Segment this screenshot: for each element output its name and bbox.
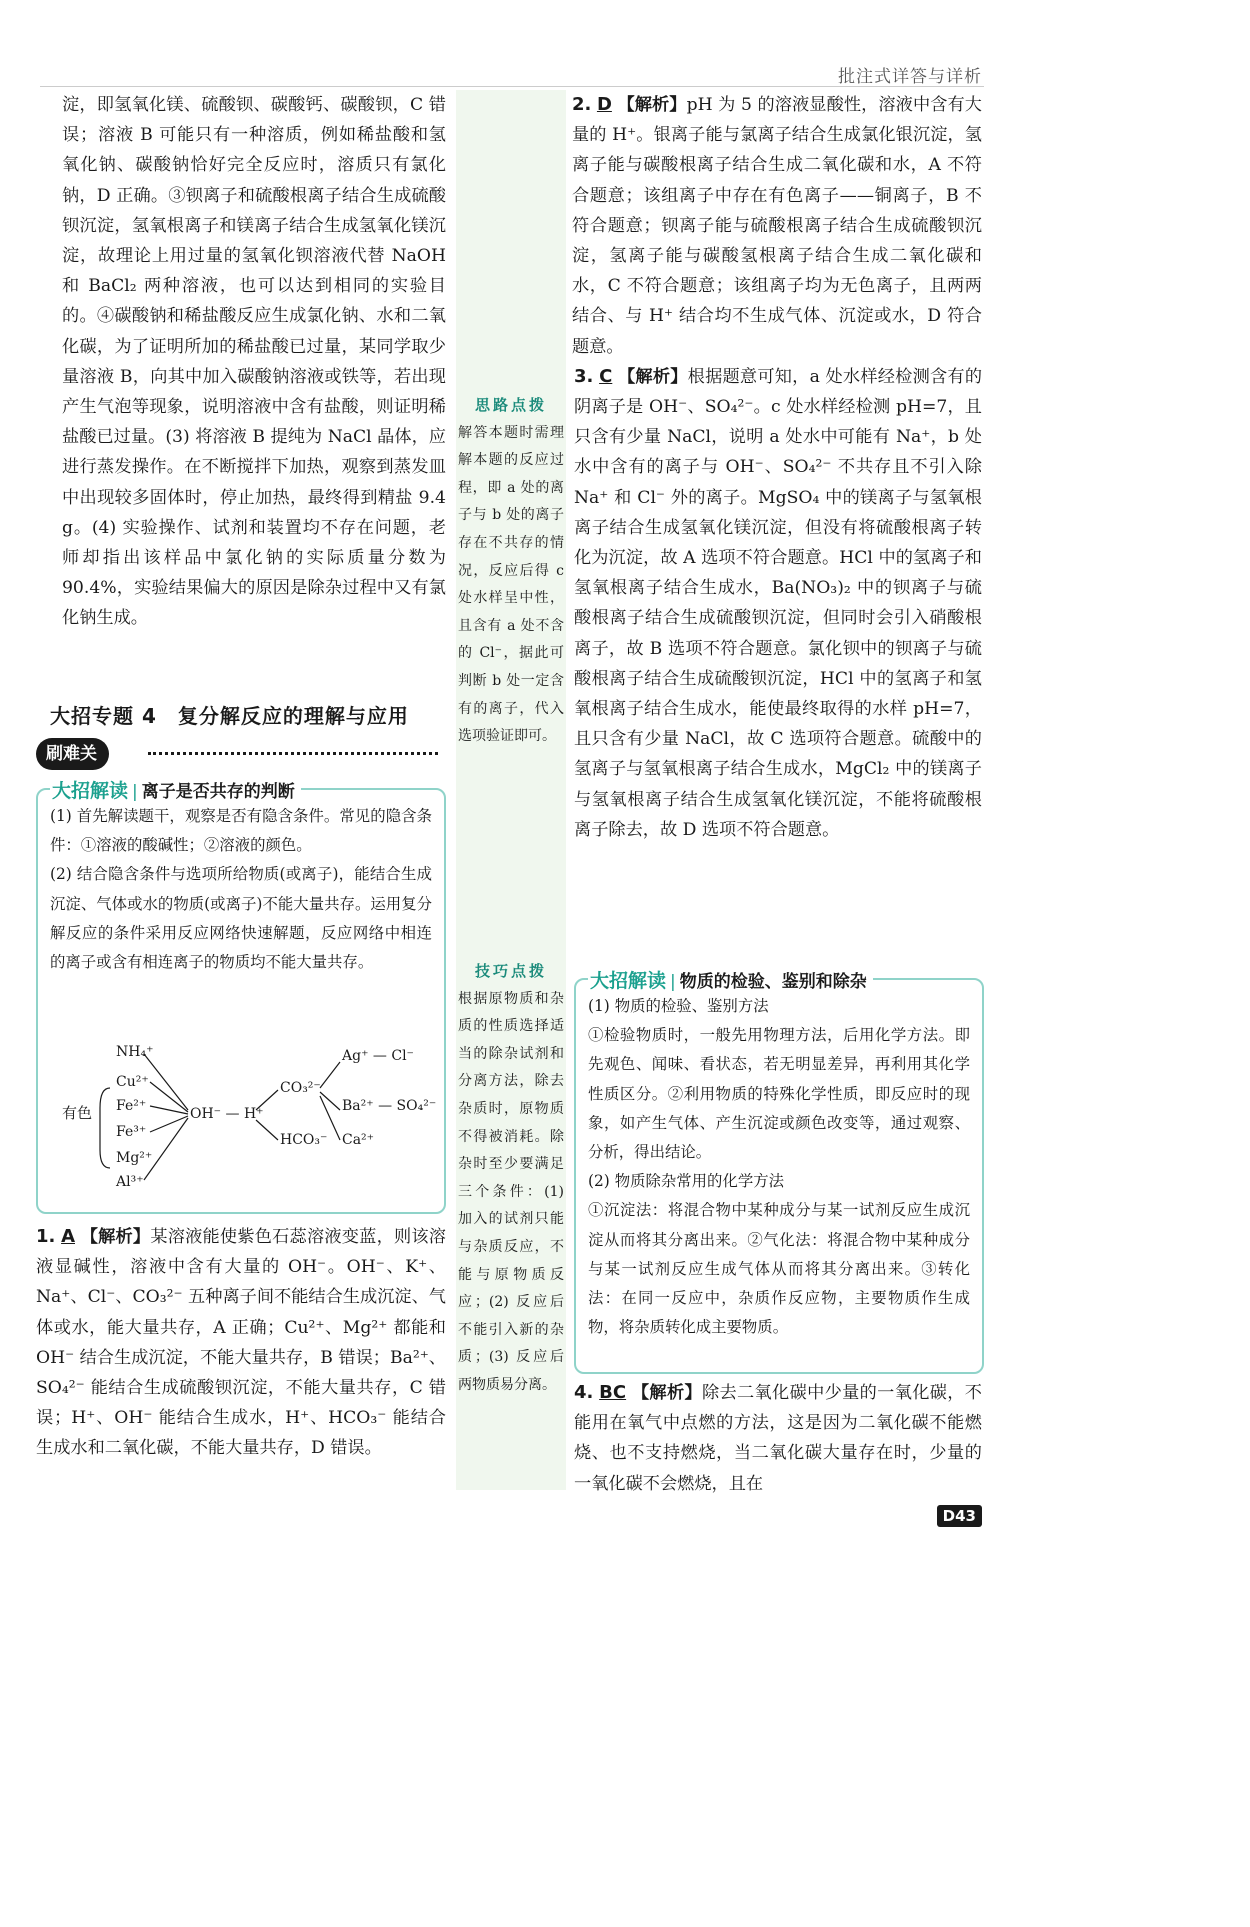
answer: C [599,365,613,387]
ion-label: Fe²⁺ [116,1098,147,1114]
ion-label: Al³⁺ [116,1174,144,1190]
tip-p3: (2) 物质除杂常用的化学方法 [588,1172,784,1191]
question-4 [574,1378,982,1499]
ion-label: Fe³⁺ [116,1124,147,1140]
margin-note-text: 解答本题时需理解本题的反应过程，即 a 处的离子与 b 处的离子存在不共存的情况，反应后得 c 处水样呈中性，且含有 a 处不含的 Cl⁻，据此可判断 b 处一定含有的离子，代入选项验证即可。 [458,424,564,745]
tip-p1: (1) 首先解读题干，观察是否有隐含条件。常见的隐含条件：①溶液的酸碱性；②溶液的颜色。 [50,807,432,855]
analysis-label: 【解析】 [631,1383,702,1403]
tip-box-body [50,802,432,977]
question-number: 2. [572,94,592,115]
header-rule [40,86,984,87]
badge-dotted-rule [148,752,438,755]
tip-p2: ①检验物质时，一般先用物理方法，后用化学方法。即先观色、闻味、看状态，若无明显差异，再利用其化学性质区分。②利用物质的特殊化学性质，即反应时的现象，如产生气体、产生沉淀或颜色改变等，通过观察、分析，得出结论。 [588,1026,970,1162]
tip-tag: 大招解读 [52,780,129,802]
question-number: 1. [36,1226,56,1247]
section-title: 大招专题 4 复分解反应的理解与应用 [50,704,409,728]
right-column [574,90,982,845]
question-number: 3. [574,365,594,387]
tip-p2: (2) 结合隐含条件与选项所给物质(或离子)，能结合生成沉淀、气体或水的物质(或离子)不能大量共存。运用复分解反应的条件采用反应网络快速解题，反应网络中相连的离子或含有相连离子的物质均不能大量共存。 [50,865,432,972]
tip-p1: (1) 物质的检验、鉴别方法 [588,997,769,1015]
analysis-text: 某溶液能使紫色石蕊溶液变蓝，则该溶液显碱性，溶液中含有大量的 OH⁻。OH⁻、K⁺、Na⁺、Cl⁻、CO₃²⁻ 五种离子间不能结合生成沉淀、气体或水，能大量共存，A 正确；Cu²⁺、Mg²⁺ 都能和 OH⁻ 结合生成沉淀，不能大量共存，B 错误；Ba²⁺、SO₄²⁻ 能结合生成硫酸钡沉淀，不能大量共存，C 错误；H⁺、OH⁻ 能结合生成水，H⁺、HCO₃⁻ 能结合生成水和二氧化碳，不能大量共存，D 错误。 [36,1227,446,1459]
answer: D [596,94,612,115]
tip-box-label: 大招解读 | 离子是否共存的判断 [50,776,301,803]
tip-box-body [588,992,970,1342]
page-number: D43 [937,1505,982,1527]
left-column [62,90,446,634]
analysis-label: 【解析】 [80,1227,151,1247]
ion-label: HCO₃⁻ [280,1132,328,1148]
page-header: 批注式详答与详析 [838,67,982,87]
margin-note-title: 思路点拨 [474,396,547,414]
ion-label: Cu²⁺ [116,1074,149,1090]
ion-pair: Ag⁺ — Cl⁻ [342,1048,414,1064]
ion-pair: Ca²⁺ [342,1132,375,1148]
tip-box-substance-testing [574,970,984,1374]
ion-label: CO₃²⁻ [280,1080,321,1096]
colored-ions-label: 有色 [62,1104,93,1122]
tip-box-label: 大招解读 | 物质的检验、鉴别和除杂 [588,966,873,993]
difficulty-badge [36,738,436,770]
tip-tag: 大招解读 [590,970,667,992]
ion-network-diagram [58,1040,438,1190]
analysis-text: pH 为 5 的溶液显酸性，溶液中含有大量的 H⁺。银离子能与氯离子结合生成氯化银沉淀，氢离子能与碳酸根离子结合生成二氧化碳和水，A 不符合题意；该组离子中存在有色离子——铜离子，B 不符合题意；钡离子能与硫酸根离子结合生成硫酸钡沉淀，氢离子能与碳酸氢根离子结合生成二氧化碳和水，C 不符合题意；该组离子均为无色离子，且两两结合、与 H⁺ 结合均不生成气体、沉淀或水，D 符合题意。 [572,95,982,357]
answer: BC [599,1382,627,1403]
continuation-paragraph: 淀，即氢氧化镁、硫酸钡、碳酸钙、碳酸钡，C 错误；溶液 B 可能只有一种溶质，例如稀盐酸和氢氧化钠、碳酸钠恰好完全反应时，溶质只有氯化钠，D 正确。③钡离子和硫酸根离子结合生成硫酸钡沉淀，氢氧根离子和镁离子结合生成氢氧化镁沉淀，故理论上用过量的氢氧化钡溶液代替 NaOH 和 BaCl₂ 两种溶液，也可以达到相同的实验目的。④碳酸钠和稀盐酸反应生成氯化钠、水和二氧化碳，为了证明所加的稀盐酸已过量，某同学取少量溶液 B，向其中加入碳酸钠溶液或铁等，若出现产生气泡等现象，说明溶液中含有盐酸，则证明稀盐酸已过量。(3) 将溶液 B 提纯为 NaCl 晶体，应进行蒸发操作。在不断搅拌下加热，观察到蒸发皿中出现较多固体时，停止加热，最终得到精盐 9.4 g。(4) 实验操作、试剂和装置均不存在问题，老师却指出该样品中氯化钠的实际质量分数为 90.4%，实验结果偏大的原因是除杂过程中又有氯化钠生成。 [62,95,446,629]
analysis-label: 【解析】 [618,366,688,387]
analysis-text: 除去二氧化碳中少量的一氧化碳，不能用在氧气中点燃的方法，这是因为二氧化碳不能燃烧、也不支持燃烧，当二氧化碳大量存在时，少量的一氧化碳不会燃烧，且在 [574,1383,982,1494]
ion-pair: Ba²⁺ — SO₄²⁻ [342,1098,437,1114]
analysis-text: 根据题意可知，a 处水样经检测含有的阴离子是 OH⁻、SO₄²⁻。c 处水样经检测 pH=7，且只含有少量 NaCl，说明 a 处水中可能有 Na⁺，b 处水中含有的离子与 OH⁻、SO₄²⁻ 不共存且不引入除 Na⁺ 和 Cl⁻ 外的离子。MgSO₄ 中的镁离子与氢氧根离子结合生成氢氧化镁沉淀，但没有将硫酸根离子转化为沉淀，故 A 选项不符合题意。HCl 中的氢离子和氢氧根离子结合生成水，Ba(NO₃)₂ 中的钡离子与硫酸根离子结合生成硫酸钡沉淀，但同时会引入硝酸根离子，故 B 选项不符合题意。氯化钡中的钡离子与硫酸根离子结合生成硫酸钡沉淀，HCl 中的氢离子和氢氧根离子结合生成水，能使最终取得的水样 pH=7，且只含有少量 NaCl，故 C 选项符合题意。硫酸中的氢离子与氢氧根离子结合生成水，MgCl₂ 中的镁离子与氢氧根离子结合生成氢氧化镁沉淀，不能将硫酸根离子除去，故 D 选项不符合题意。 [574,366,983,840]
center-ions: OH⁻ — H⁺ [190,1106,264,1122]
margin-note-text: 根据原物质和杂质的性质选择适当的除杂试剂和分离方法，除去杂质时，原物质不得被消耗。除杂时至少要满足三个条件：(1) 加入的试剂只能与杂质反应，不能与原物质反应；(2) 反应后不能引入新的杂质；(3) 反应后两物质易分离。 [458,990,564,1393]
question-1 [36,1222,446,1464]
margin-note-thinking [458,392,564,751]
question-number: 4. [574,1382,594,1403]
margin-note-title: 技巧点拨 [474,962,547,980]
ion-label: NH₄⁺ [116,1044,154,1060]
answer: A [61,1226,75,1247]
analysis-label: 【解析】 [617,95,687,115]
tip-topic: 物质的检验、鉴别和除杂 [679,972,867,992]
margin-note-technique [458,958,564,1400]
tip-p4: ①沉淀法：将混合物中某种成分与某一试剂反应生成沉淀从而将其分离出来。②气化法：将混合物中某种成分与某一试剂反应生成气体从而将其分离出来。③转化法：在同一反应中，杂质作反应物，主要物质作生成物，将杂质转化成主要物质。 [588,1201,970,1337]
tip-topic: 离子是否共存的判断 [141,782,295,802]
badge-label: 刷难关 [36,738,109,770]
ion-label: Mg²⁺ [116,1150,153,1166]
